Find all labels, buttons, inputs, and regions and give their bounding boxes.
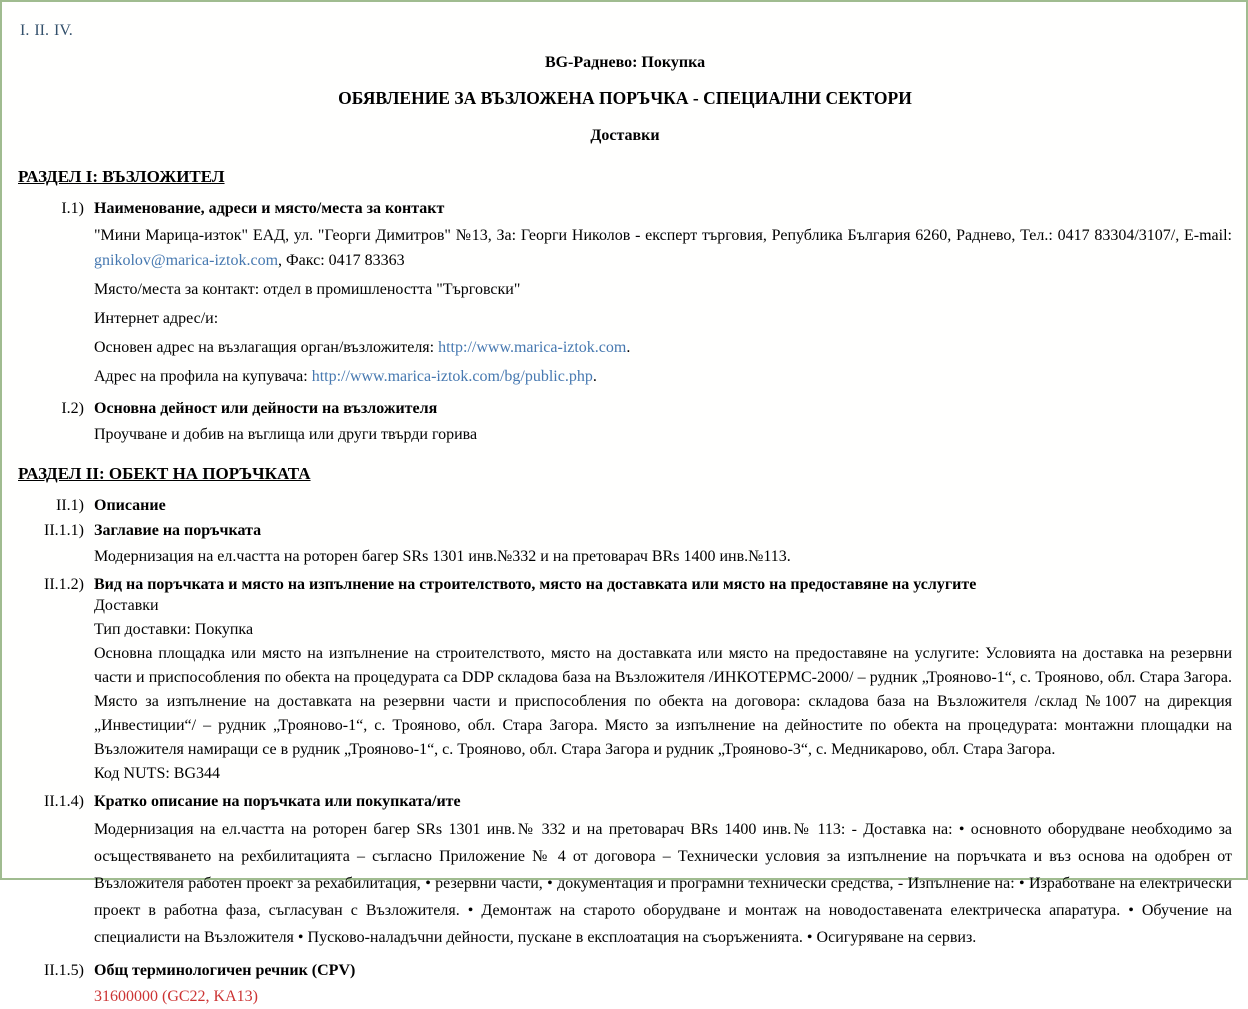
main-address-line: Основен адрес на възлагащия орган/възложителя: http://www.marica-iztok.com. xyxy=(94,339,631,356)
main-address-url-link[interactable]: http://www.marica-iztok.com xyxy=(438,339,627,356)
nuts-code-text: Код NUTS: BG344 xyxy=(94,765,221,782)
item-i1 xyxy=(18,200,1232,393)
main-activity-text: Проучване и добив на въглища или други твърди горива xyxy=(94,426,478,443)
item-ii15-heading: Общ терминологичен речник (CPV) xyxy=(94,962,356,979)
item-ii12-heading: Вид на поръчката и място на изпълнение на строителството, място на доставката или място на предоставяне на услугите xyxy=(94,576,977,593)
item-ii11-heading: Заглавие на поръчката xyxy=(94,522,262,539)
item-ii12-number: II.1.2) xyxy=(44,576,84,593)
item-i2 xyxy=(18,400,1232,447)
nav-link-section-1[interactable]: I. xyxy=(20,22,30,39)
delivery-type-text: Тип доставки: Покупка xyxy=(94,621,254,638)
buyer-profile-label: Адрес на профила на купувача: xyxy=(94,368,312,385)
section-nav-links xyxy=(20,22,1232,40)
short-description-text: Модернизация на ел.частта на роторен багер SRs 1301 инв.№ 332 и на претоварач BRs 1400 инв.№ 113: - Доставка на: • основното оборудване необходимо за осъществяването на рехбилитацията – съгласно Приложение № 4 от договора – Технически условия за изпълнение на поръчката и въз основа на одобрен от Възложителя работен проект за рехабилитация, • резервни части, • документация и програмни технически средства, - Изпълнение на: • Изработване на електрически проект в работна фаза, съгласуван с Възложителя. • Демонтаж на старото оборудване и монтаж на новодоставената електрическа апаратура. • Обучение на специалисти на Възложителя • Пусково-наладъчни дейности, пускане в експлоатация на съоръженията. • Осигуряване на сервиз. xyxy=(94,821,1232,946)
item-ii11-number: II.1.1) xyxy=(44,522,84,539)
section-2-heading: РАЗДЕЛ II: ОБЕКТ НА ПОРЪЧКАТА xyxy=(18,464,311,483)
item-ii14-number: II.1.4) xyxy=(44,793,84,810)
main-address-label: Основен адрес на възлагащия орган/възложителя: xyxy=(94,339,439,356)
delivery-place-text: Основна площадка или място на изпълнение на строителството, място на доставката или място на предоставяне на услугите: Условията на доставка на резервни части и приспособления по обекта на процедурата са DDP складова база на Възложителя /ИНКОТЕРМС-2000/ – рудник „Трояново-1“, с. Трояново, обл. Стара Загора. Място за изпълнение на доставката на резервни части и приспособления по обекта на договора: складова база на Възложителя /склад №1007 на дирекция „Инвестиции“/ – рудник „Трояново-1“, с. Трояново, обл. Стара Загора. Място за изпълнение на дейностите по обекта на процедурата: монтажни площадки на Възложителя намиращи се в рудник „Трояново-1“, с. Трояново, обл. Стара Загора и рудник „Трояново-3“, с. Медникарово, обл. Стара Загора. xyxy=(94,645,1232,758)
address-text-before-email: "Мини Марица-изток" ЕАД, ул. "Георги Димитров" №13, За: Георги Николов - експерт търговия, Република България 6260, Раднево, Тел.: 0417 83304/3107/, E-mail: xyxy=(94,227,1232,244)
address-text-after-email: , Факс: 0417 83363 xyxy=(278,252,405,269)
item-i2-heading: Основна дейност или дейности на възложителя xyxy=(94,400,438,417)
contract-title-text: Модернизация на ел.частта на роторен багер SRs 1301 инв.№332 и на претоварач BRs 1400 инв.№113. xyxy=(94,548,791,565)
item-ii15 xyxy=(18,962,1232,1009)
item-i1-heading: Наименование, адреси и място/места за контакт xyxy=(94,200,445,217)
contact-address-paragraph xyxy=(94,223,1232,273)
contact-place-line: Място/места за контакт: отдел в промишлеността "Търговски" xyxy=(94,281,521,298)
buyer-profile-url-link[interactable]: http://www.marica-iztok.com/bg/public.php xyxy=(311,368,593,385)
document-title: ОБЯВЛЕНИЕ ЗА ВЪЗЛОЖЕНА ПОРЪЧКА - СПЕЦИАЛНИ СЕКТОРИ xyxy=(338,88,912,108)
contract-type-text: Доставки xyxy=(94,597,159,614)
item-ii15-number: II.1.5) xyxy=(44,962,84,979)
section-1-heading: РАЗДЕЛ I: ВЪЗЛОЖИТЕЛ xyxy=(18,167,225,186)
item-ii12 xyxy=(18,576,1232,786)
buyer-profile-line: Адрес на профила на купувача: http://www.marica-iztok.com/bg/public.php. xyxy=(94,368,597,385)
item-i2-number: I.2) xyxy=(61,400,84,417)
item-ii14-heading: Кратко описание на поръчката или покупката/ите xyxy=(94,793,461,810)
item-i1-number: I.1) xyxy=(61,200,84,217)
email-link[interactable]: gnikolov@marica-iztok.com xyxy=(94,252,279,269)
nav-link-section-4[interactable]: IV. xyxy=(53,22,73,39)
item-ii1-number: II.1) xyxy=(56,497,84,514)
cpv-code-text: 31600000 (GC22, KA13) xyxy=(94,988,258,1005)
document-subtitle: Доставки xyxy=(590,127,660,144)
item-ii14 xyxy=(18,793,1232,955)
country-place-line: BG-Раднево: Покупка xyxy=(544,54,706,71)
item-ii1 xyxy=(18,497,1232,515)
internet-address-label: Интернет адрес/и: xyxy=(94,310,219,327)
item-ii11 xyxy=(18,522,1232,569)
nav-link-section-2[interactable]: II. xyxy=(34,22,49,39)
item-ii1-heading: Описание xyxy=(94,497,166,514)
